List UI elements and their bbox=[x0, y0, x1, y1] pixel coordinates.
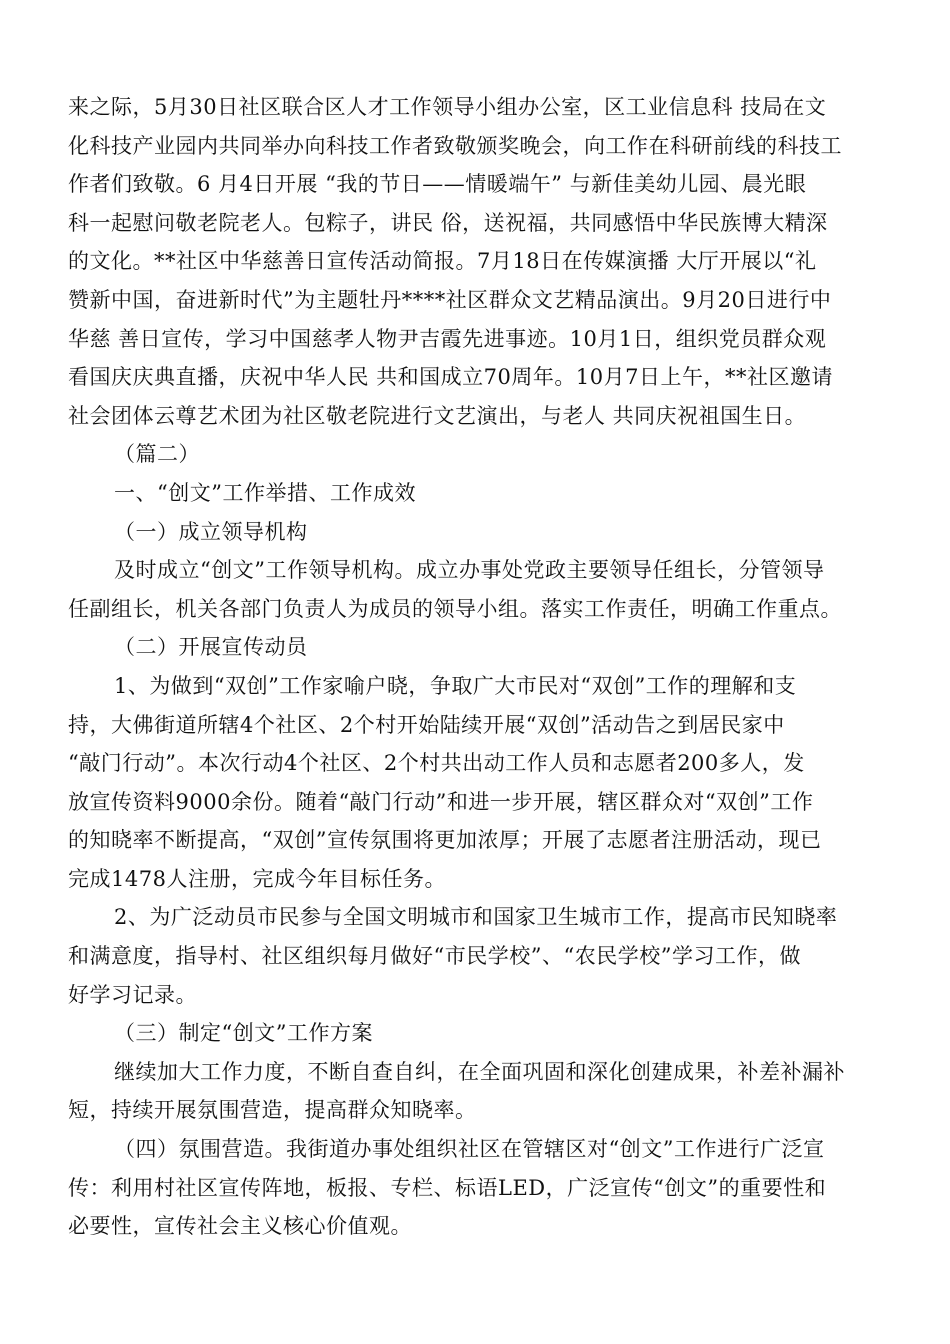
text-line: 的知晓率不断提高，“双创”宣传氛围将更加浓厚；开展了志愿者注册活动，现已 bbox=[68, 828, 822, 853]
text-line: 科一起慰问敬老院老人。包粽子，讲民 俗，送祝福，共同感悟中华民族博大精深 bbox=[68, 210, 828, 235]
text-line: （一）成立领导机构 bbox=[114, 519, 308, 544]
document-body bbox=[68, 88, 882, 1246]
text-line: 短，持续开展氛围营造，提高群众知晓率。 bbox=[68, 1098, 477, 1123]
text-line: 的文化。**社区中华慈善日宣传活动简报。7月18日在传媒演播 大厅开展以“礼 bbox=[68, 249, 817, 274]
text-line: 来之际，5月30日社区联合区人才工作领导小组办公室，区工业信息科 技局在文 bbox=[68, 95, 827, 119]
text-line: “敲门行动”。本次行动4个社区、2个村共出动工作人员和志愿者200多人，发 bbox=[68, 751, 805, 776]
text-line: 看国庆庆典直播，庆祝中华人民 共和国成立70周年。10月7日上午，**社区邀请 bbox=[68, 365, 833, 390]
text-line: 必要性，宣传社会主义核心价值观。 bbox=[68, 1214, 412, 1239]
text-line: 及时成立“创文”工作领导机构。成立办事处党政主要领导任组长，分管领导 bbox=[114, 558, 825, 583]
text-line: 1、为做到“双创”工作家喻户晓，争取广大市民对“双创”工作的理解和支 bbox=[114, 673, 797, 698]
text-line: 和满意度，指导村、社区组织每月做好“市民学校”、“农民学校”学习工作，做 bbox=[68, 944, 801, 969]
text-line: 2、为广泛动员市民参与全国文明城市和国家卫生城市工作，提高市民知晓率 bbox=[114, 905, 838, 930]
text-line: 华慈 善日宣传，学习中国慈孝人物尹吉霞先进事迹。10月1日，组织党员群众观 bbox=[68, 326, 827, 351]
text-line: 传：利用村社区宣传阵地，板报、专栏、标语LED，广泛宣传“创文”的重要性和 bbox=[68, 1175, 827, 1200]
text-line: 持，大佛街道所辖4个社区、2个村开始陆续开展“双创”活动告之到居民家中 bbox=[68, 712, 785, 737]
text-line: （二）开展宣传动员 bbox=[114, 635, 308, 660]
text-line: （篇二） bbox=[114, 442, 200, 467]
text-line: 一、“创文”工作举措、工作成效 bbox=[114, 480, 416, 505]
text-line: 化科技产业园内共同举办向科技工作者致敬颁奖晚会，向工作在科研前线的科技工 bbox=[68, 133, 842, 158]
text-line: 完成1478人注册，完成今年目标任务。 bbox=[68, 866, 446, 891]
text-line: 任副组长，机关各部门负责人为成员的领导小组。落实工作责任，明确工作重点。 bbox=[68, 596, 842, 621]
text-line: 社会团体云尊艺术团为社区敬老院进行文艺演出，与老人 共同庆祝祖国生日。 bbox=[68, 403, 807, 428]
text-line: 赞新中国，奋进新时代”为主题牡丹****社区群众文艺精品演出。9月20日进行中 bbox=[68, 287, 832, 312]
text-line: 好学习记录。 bbox=[68, 982, 197, 1007]
text-line: （四）氛围营造。我街道办事处组织社区在管辖区对“创文”工作进行广泛宣 bbox=[114, 1137, 825, 1162]
text-line: 继续加大工作力度，不断自查自纠，在全面巩固和深化创建成果，补差补漏补 bbox=[114, 1059, 845, 1084]
text-line: 作者们致敬。6 月4日开展 “我的节日——情暖端午” 与新佳美幼儿园、晨光眼 bbox=[68, 172, 807, 197]
text-line: （三）制定“创文”工作方案 bbox=[114, 1021, 373, 1046]
text-line: 放宣传资料9000余份。随着“敲门行动”和进一步开展，辖区群众对“双创”工作 bbox=[68, 789, 814, 814]
